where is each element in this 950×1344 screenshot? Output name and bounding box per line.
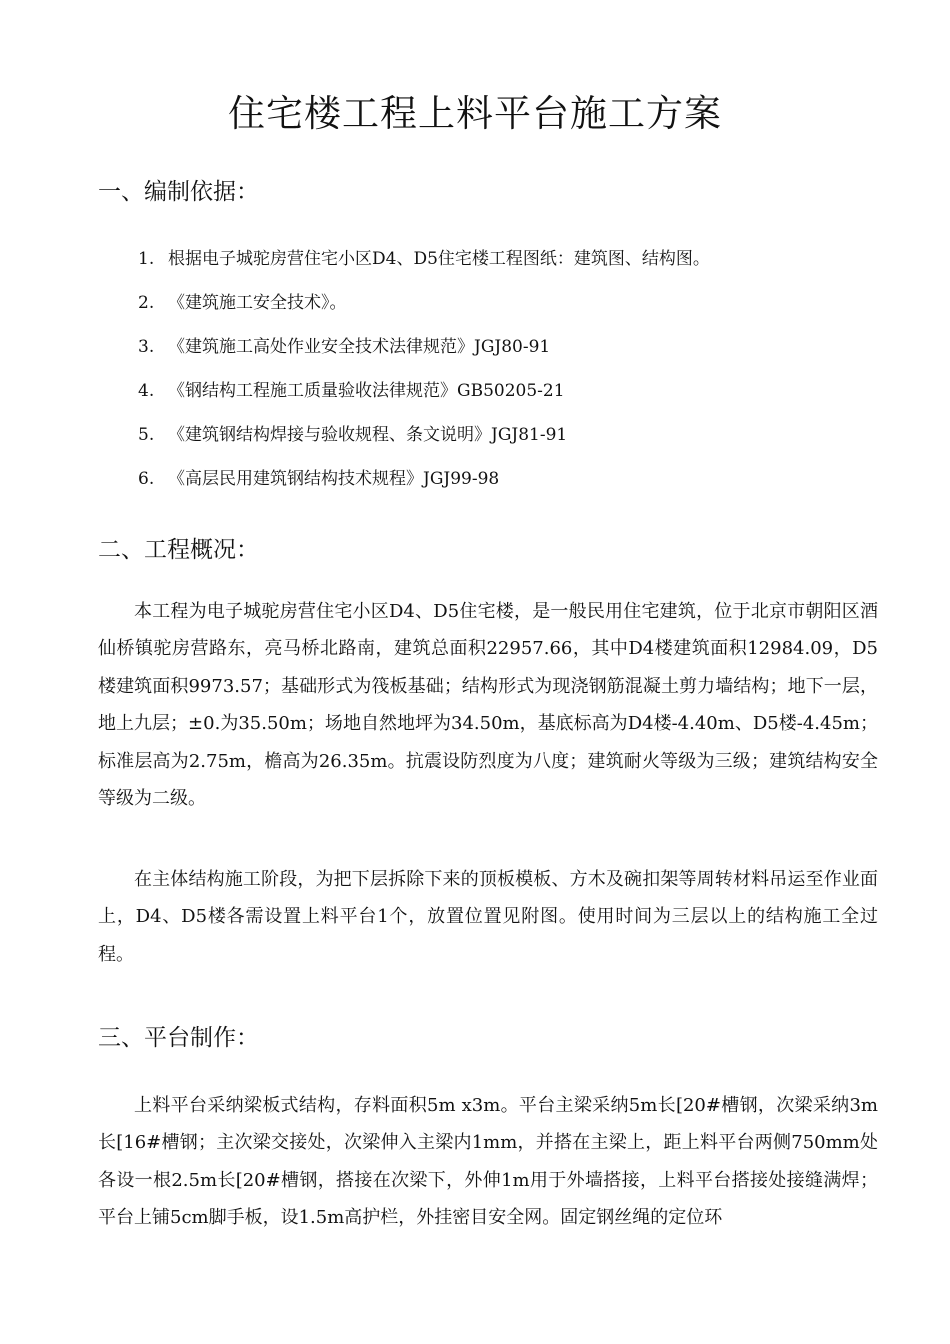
item-number: 3.	[138, 337, 155, 357]
section-heading-platform: 三、平台制作：	[98, 1025, 259, 1051]
basis-item	[138, 291, 347, 315]
basis-item	[138, 467, 499, 491]
item-number: 4.	[138, 381, 155, 401]
basis-item	[138, 335, 550, 359]
item-number: 1.	[138, 249, 155, 269]
item-text: 《高层民用建筑钢结构技术规程》JGJ99-98	[168, 469, 500, 489]
item-number: 2.	[138, 293, 155, 313]
item-text: 《建筑施工高处作业安全技术法律规范》JGJ80-91	[168, 337, 551, 357]
basis-item	[138, 379, 565, 403]
item-number: 5.	[138, 425, 155, 445]
section-heading-basis: 一、编制依据：	[98, 179, 259, 205]
item-number: 6.	[138, 469, 155, 489]
document-title: 住宅楼工程上料平台施工方案	[228, 92, 722, 135]
overview-paragraph: 在主体结构施工阶段，为把下层拆除下来的顶板模板、方木及碗扣架等周转材料吊运至作业面上，D4、D5楼各需设置上料平台1个，放置位置见附图。使用时间为三层以上的结构施工全过程。	[98, 869, 878, 965]
item-text: 根据电子城驼房营住宅小区D4、D5住宅楼工程图纸：建筑图、结构图。	[168, 249, 710, 269]
overview-paragraph: 本工程为电子城驼房营住宅小区D4、D5住宅楼，是一般民用住宅建筑，位于北京市朝阳区酒仙桥镇驼房营路东，亮马桥北路南，建筑总面积22957.66，其中D4楼建筑面积12984.09，D5楼建筑面积9973.57；基础形式为筏板基础；结构形式为现浇钢筋混凝土剪力墙结构；地下一层，地上九层；±0.为35.50m；场地自然地坪为34.50m，基底标高为D4楼-4.40m、D5楼-4.45m；标准层高为2.75m，檐高为26.35m。抗震设防烈度为八度；建筑耐火等级为三级；建筑结构安全等级为二级。	[98, 601, 878, 810]
platform-paragraph: 上料平台采纳梁板式结构，存料面积5m x3m。平台主梁采纳5m长[20#槽钢，次梁采纳3m长[16#槽钢；主次梁交接处，次梁伸入主梁内1mm，并搭在主梁上，距上料平台两侧750mm处各设一根2.5m长[20#槽钢，搭接在次梁下，外伸1m用于外墙搭接，上料平台搭接处接缝满焊；平台上铺5cm脚手板，设1.5m高护栏，外挂密目安全网。固定钢丝绳的定位环	[98, 1095, 878, 1229]
item-text: 《建筑钢结构焊接与验收规程、条文说明》JGJ81-91	[168, 425, 568, 445]
section-heading-overview: 二、工程概况：	[98, 537, 259, 563]
basis-item	[138, 423, 567, 447]
basis-item	[138, 247, 710, 271]
item-text: 《钢结构工程施工质量验收法律规范》GB50205-21	[168, 381, 565, 401]
item-text: 《建筑施工安全技术》。	[168, 293, 347, 313]
